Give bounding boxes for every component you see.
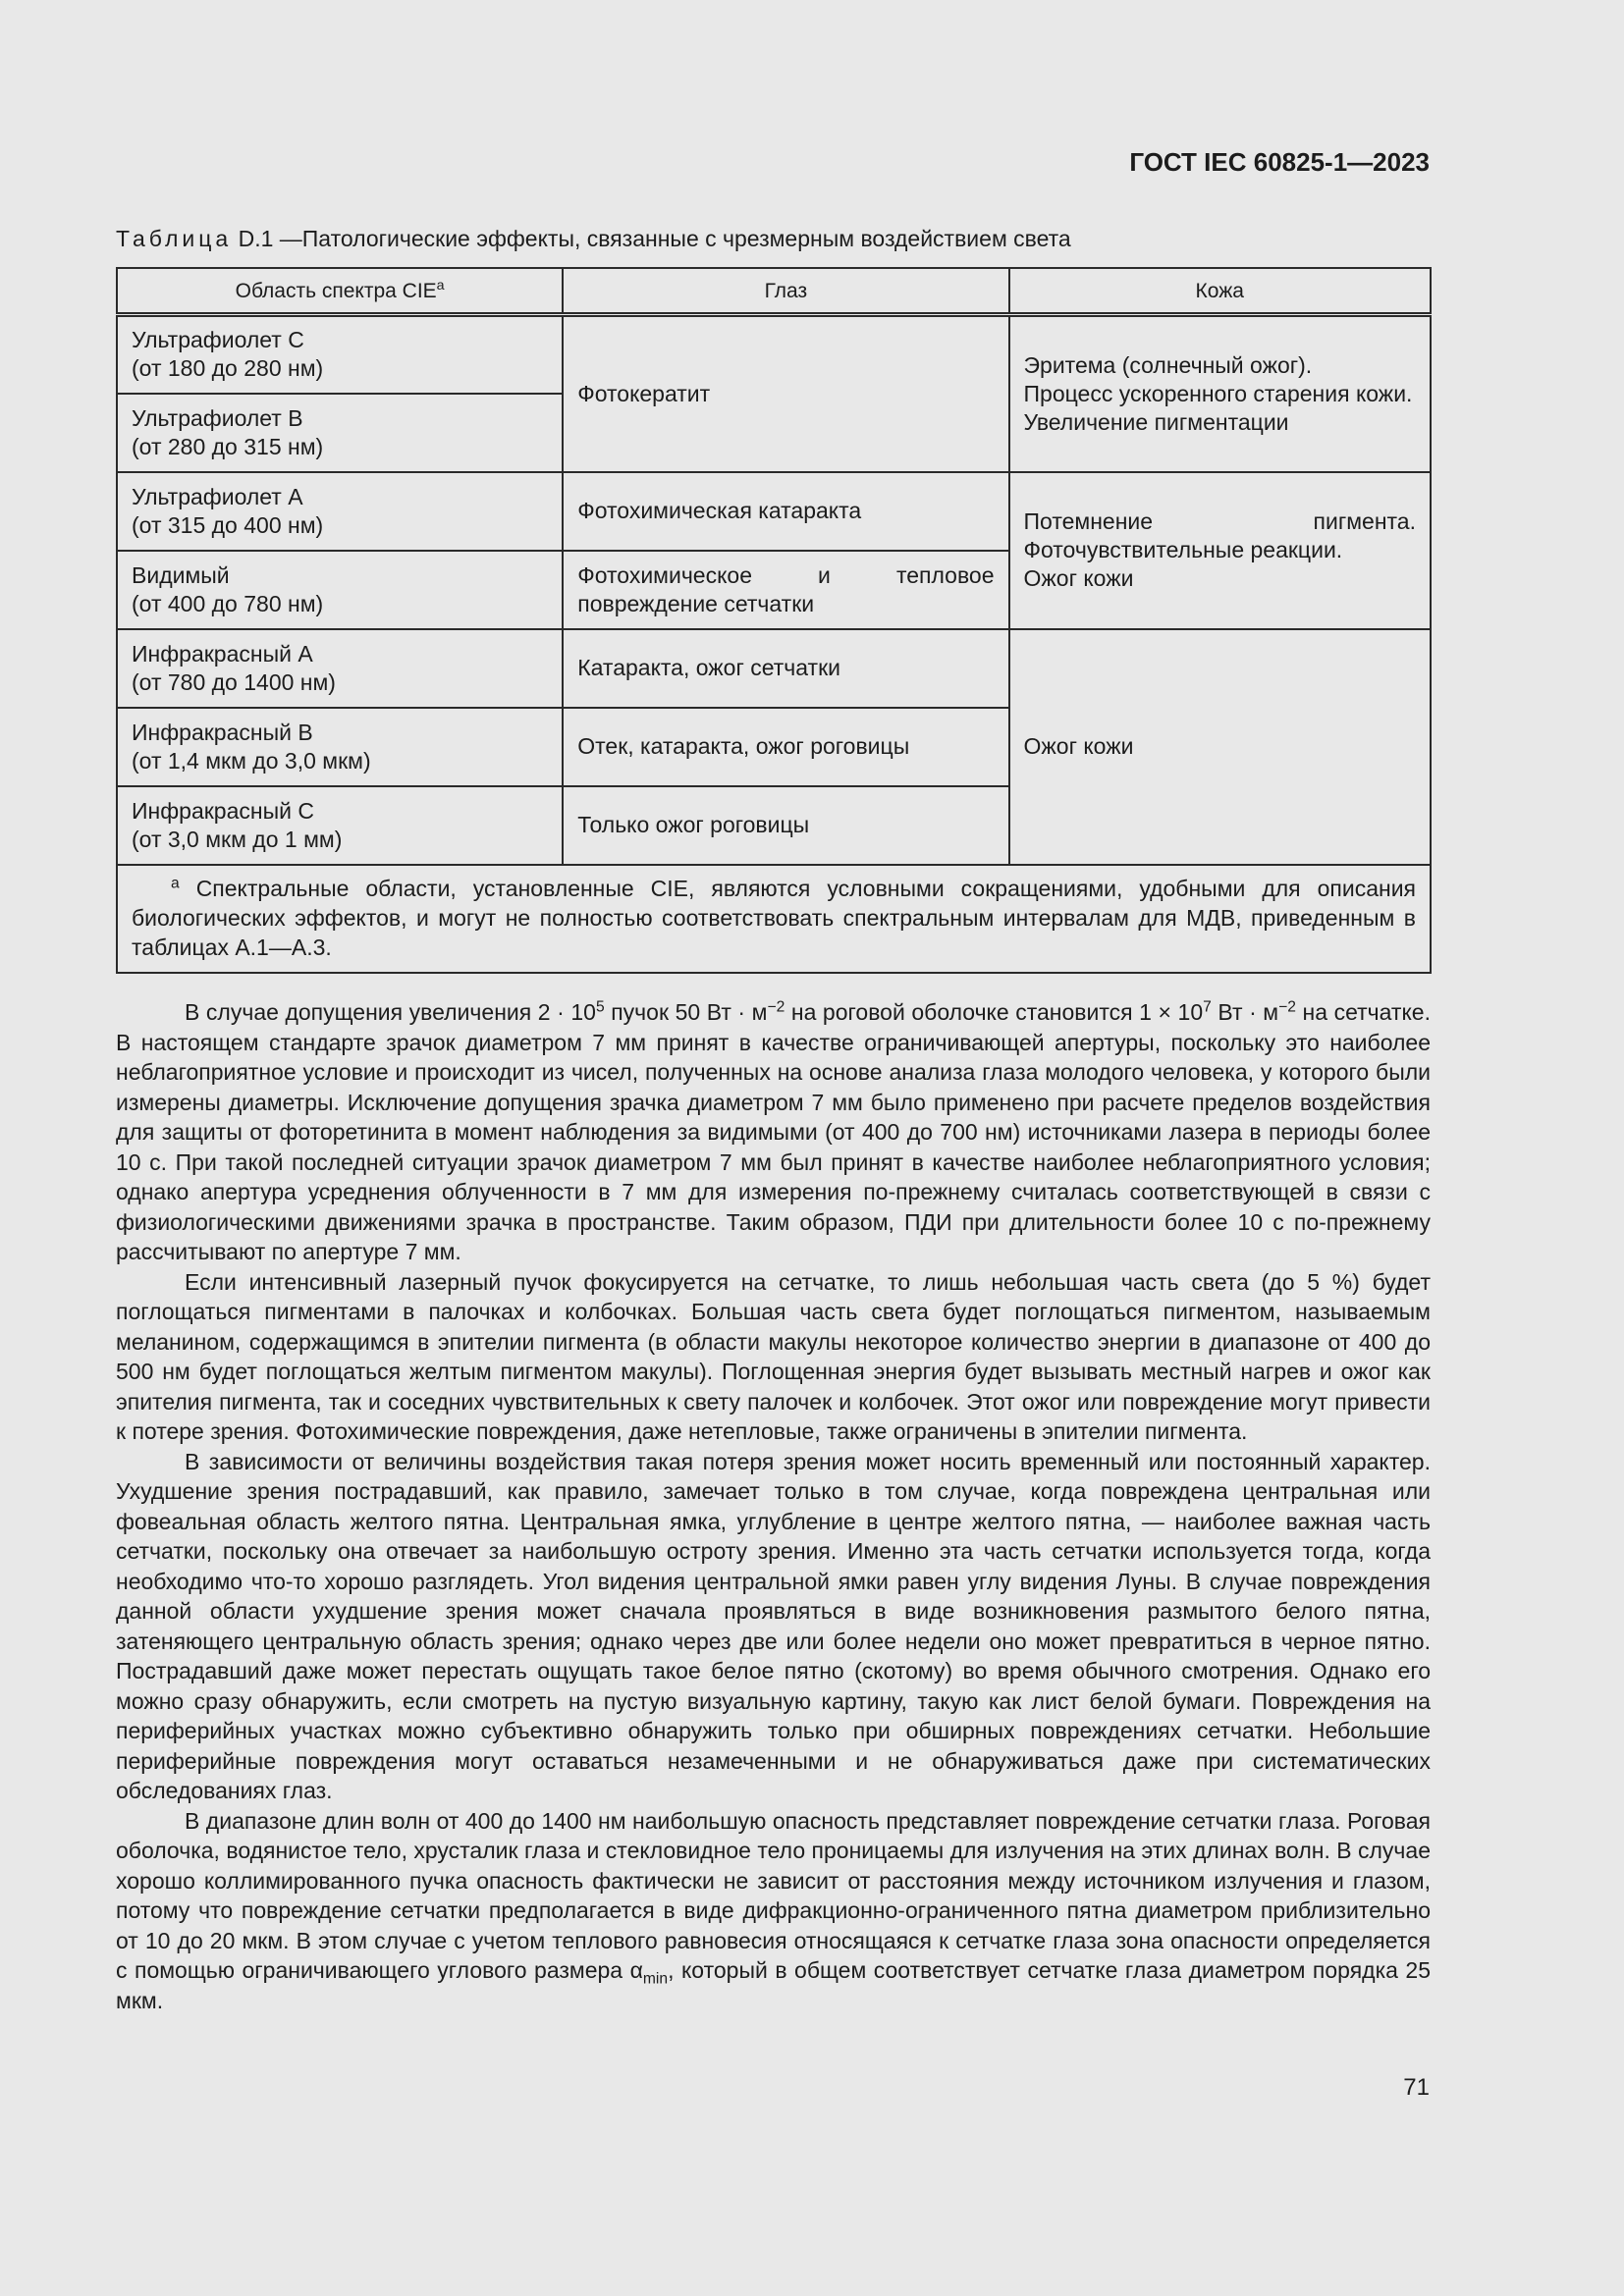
standard-header: ГОСТ IEC 60825-1—2023 (1129, 147, 1430, 177)
skin-cell: Потемнение пигмента. Фоточувствительные реакции. Ожог кожи (1009, 472, 1432, 629)
body-text (116, 997, 1431, 2015)
column-header-region: Область спектра CIE$^a$ (117, 268, 563, 315)
table-footnote (117, 865, 1431, 973)
region-cell: Ультрафиолет C (от 180 до 280 нм) (117, 315, 563, 394)
table-caption-text: —Патологические эффекты, связанные с чрезмерным воздействием света (279, 226, 1071, 251)
region-cell: Ультрафиолет B (от 280 до 315 нм) (117, 394, 563, 472)
skin-cell: Эритема (солнечный ожог). Процесс ускоренного старения кожи. Увеличение пигментации (1009, 315, 1432, 472)
region-cell: Ультрафиолет A (от 315 до 400 нм) (117, 472, 563, 551)
region-cell: Инфракрасный B (от 1,4 мкм до 3,0 мкм) (117, 708, 563, 786)
footnote-mark: a (171, 874, 180, 891)
pathological-effects-table (116, 267, 1432, 974)
eye-cell: Катаракта, ожог сетчатки (563, 629, 1008, 708)
eye-cell: Только ожог роговицы (563, 786, 1008, 865)
eye-cell: Фотохимическое и тепловое повреждение сетчатки (563, 551, 1008, 629)
eye-cell: Фотокератит (563, 315, 1008, 472)
table-header-row (117, 268, 1431, 315)
column-header-eye: Глаз (563, 268, 1008, 315)
region-footnote-mark: a (436, 277, 445, 294)
eye-cell: Фотохимическая катаракта (563, 472, 1008, 551)
table-row (117, 629, 1431, 708)
region-cell: Инфракрасный A (от 780 до 1400 нм) (117, 629, 563, 708)
table-row (117, 472, 1431, 551)
region-cell: Видимый (от 400 до 780 нм) (117, 551, 563, 629)
table-caption-number: D.1 (238, 226, 274, 251)
table-caption-prefix: Таблица (116, 226, 233, 251)
paragraph: Если интенсивный лазерный пучок фокусируется на сетчатке, то лишь небольшая часть света (до 5 %) будет поглощаться пигментами в палочках и колбочках. Большая часть света будет поглощаться пигментом, называемым меланином, содержащимся в эпителии пигмента (в области макулы некоторое количество энергии в диапазоне от 400 до 500 нм будет поглощаться желтым пигментом макулы). Поглощенная энергия будет вызывать местный нагрев и ожог как эпителия пигмента, так и соседних чувствительных к свету палочек и колбочек. Этот ожог или повреждение могут привести к потере зрения. Фотохимические повреждения, даже нетепловые, также ограничены в эпителии пигмента. (116, 1268, 1431, 1444)
footnote-text: Спектральные области, установленные CIE, являются условными сокращениями, удобными для описания биологических эффектов, и могут не полностью соответствовать спектральным интервалам для МДВ, приведенным в таблицах А.1—А.3. (132, 875, 1416, 960)
paragraph: В диапазоне длин волн от 400 до 1400 нм наибольшую опасность представляет повреждение сетчатки глаза. Роговая оболочка, водянистое тело, хрусталик глаза и стекловидное тело проницаемы для излучения на этих длинах волн. В случае хорошо коллимированного пучка опасность фактически не зависит от расстояния между источником излучения и глазом, потому что повреждение сетчатки предполагается в виде дифракционно-ограниченного пятна диаметром приблизительно от 10 до 20 мкм. В этом случае с учетом теплового равновесия относящаяся к сетчатке глаза зона опасности определяется с помощью ограничивающего углового размера $\alpha_{min}$, который в общем соответствует сетчатке глаза диаметром порядка 25 мкм. (116, 1807, 1432, 2013)
column-header-skin: Кожа (1009, 268, 1432, 315)
paragraph: В случае допущения увеличения $2 \cdot 10^5$ пучок 50 Вт · $м^{-2}$ на роговой оболочке становится $1 \times 10^7$ Вт · $м^{-2}$ на сетчатке. В настоящем стандарте зрачок диаметром 7 мм принят в качестве ограничивающей апертуры, поскольку это наиболее неблагоприятное условие и происходит из чисел, полученных на основе анализа глаза молодого человека, у которого были измерены диаметры. Исключение допущения зрачка диаметром 7 мм было применено при расчете пределов воздействия для защиты от фоторетинита в момент наблюдения за видимыми (от 400 до 700 нм) источниками лазера в периоды более 10 с. При такой последней ситуации зрачок диаметром 7 мм был принят в качестве наиболее неблагоприятного условия; однако апертура усреднения облученности в 7 мм для измерения по-прежнему считалась соответствующей в связи с физиологическими движениями зрачка в пространстве. Таким образом, ПДИ при длительности более 10 с по-прежнему рассчитывают по апертуре 7 мм. (116, 998, 1431, 1264)
table-footnote-row (117, 865, 1431, 973)
page-number: 71 (1403, 2074, 1430, 2101)
table-row (117, 315, 1431, 394)
paragraph: В зависимости от величины воздействия такая потеря зрения может носить временный или постоянный характер. Ухудшение зрения пострадавший, как правило, замечает только в том случае, когда повреждена центральная или фовеальная область желтого пятна. Центральная ямка, углубление в центре желтого пятна, — наиболее важная часть сетчатки, поскольку она отвечает за наибольшую остроту зрения. Именно эта часть сетчатки используется тогда, когда необходимо что-то хорошо разглядеть. Угол видения центральной ямки равен углу видения Луны. В случае повреждения данной области ухудшение зрения может сначала проявляться в виде возникновения размытого белого пятна, затеняющего центральную область зрения; однако через две или более недели оно может превратиться в черное пятно. Пострадавший даже может перестать ощущать такое белое пятно (скотому) во время обычного смотрения. Однако его можно сразу обнаружить, если смотреть на пустую визуальную картину, такую как лист белой бумаги. Повреждения на периферийных участках можно субъективно обнаружить только при обширных повреждениях сетчатки. Небольшие периферийные повреждения могут оставаться незамеченными и не обнаруживаться даже при систематических обследованиях глаз. (116, 1448, 1431, 1803)
eye-cell: Отек, катаракта, ожог роговицы (563, 708, 1008, 786)
region-cell: Инфракрасный C (от 3,0 мкм до 1 мм) (117, 786, 563, 865)
table-caption (116, 226, 1430, 252)
skin-cell: Ожог кожи (1009, 629, 1432, 865)
